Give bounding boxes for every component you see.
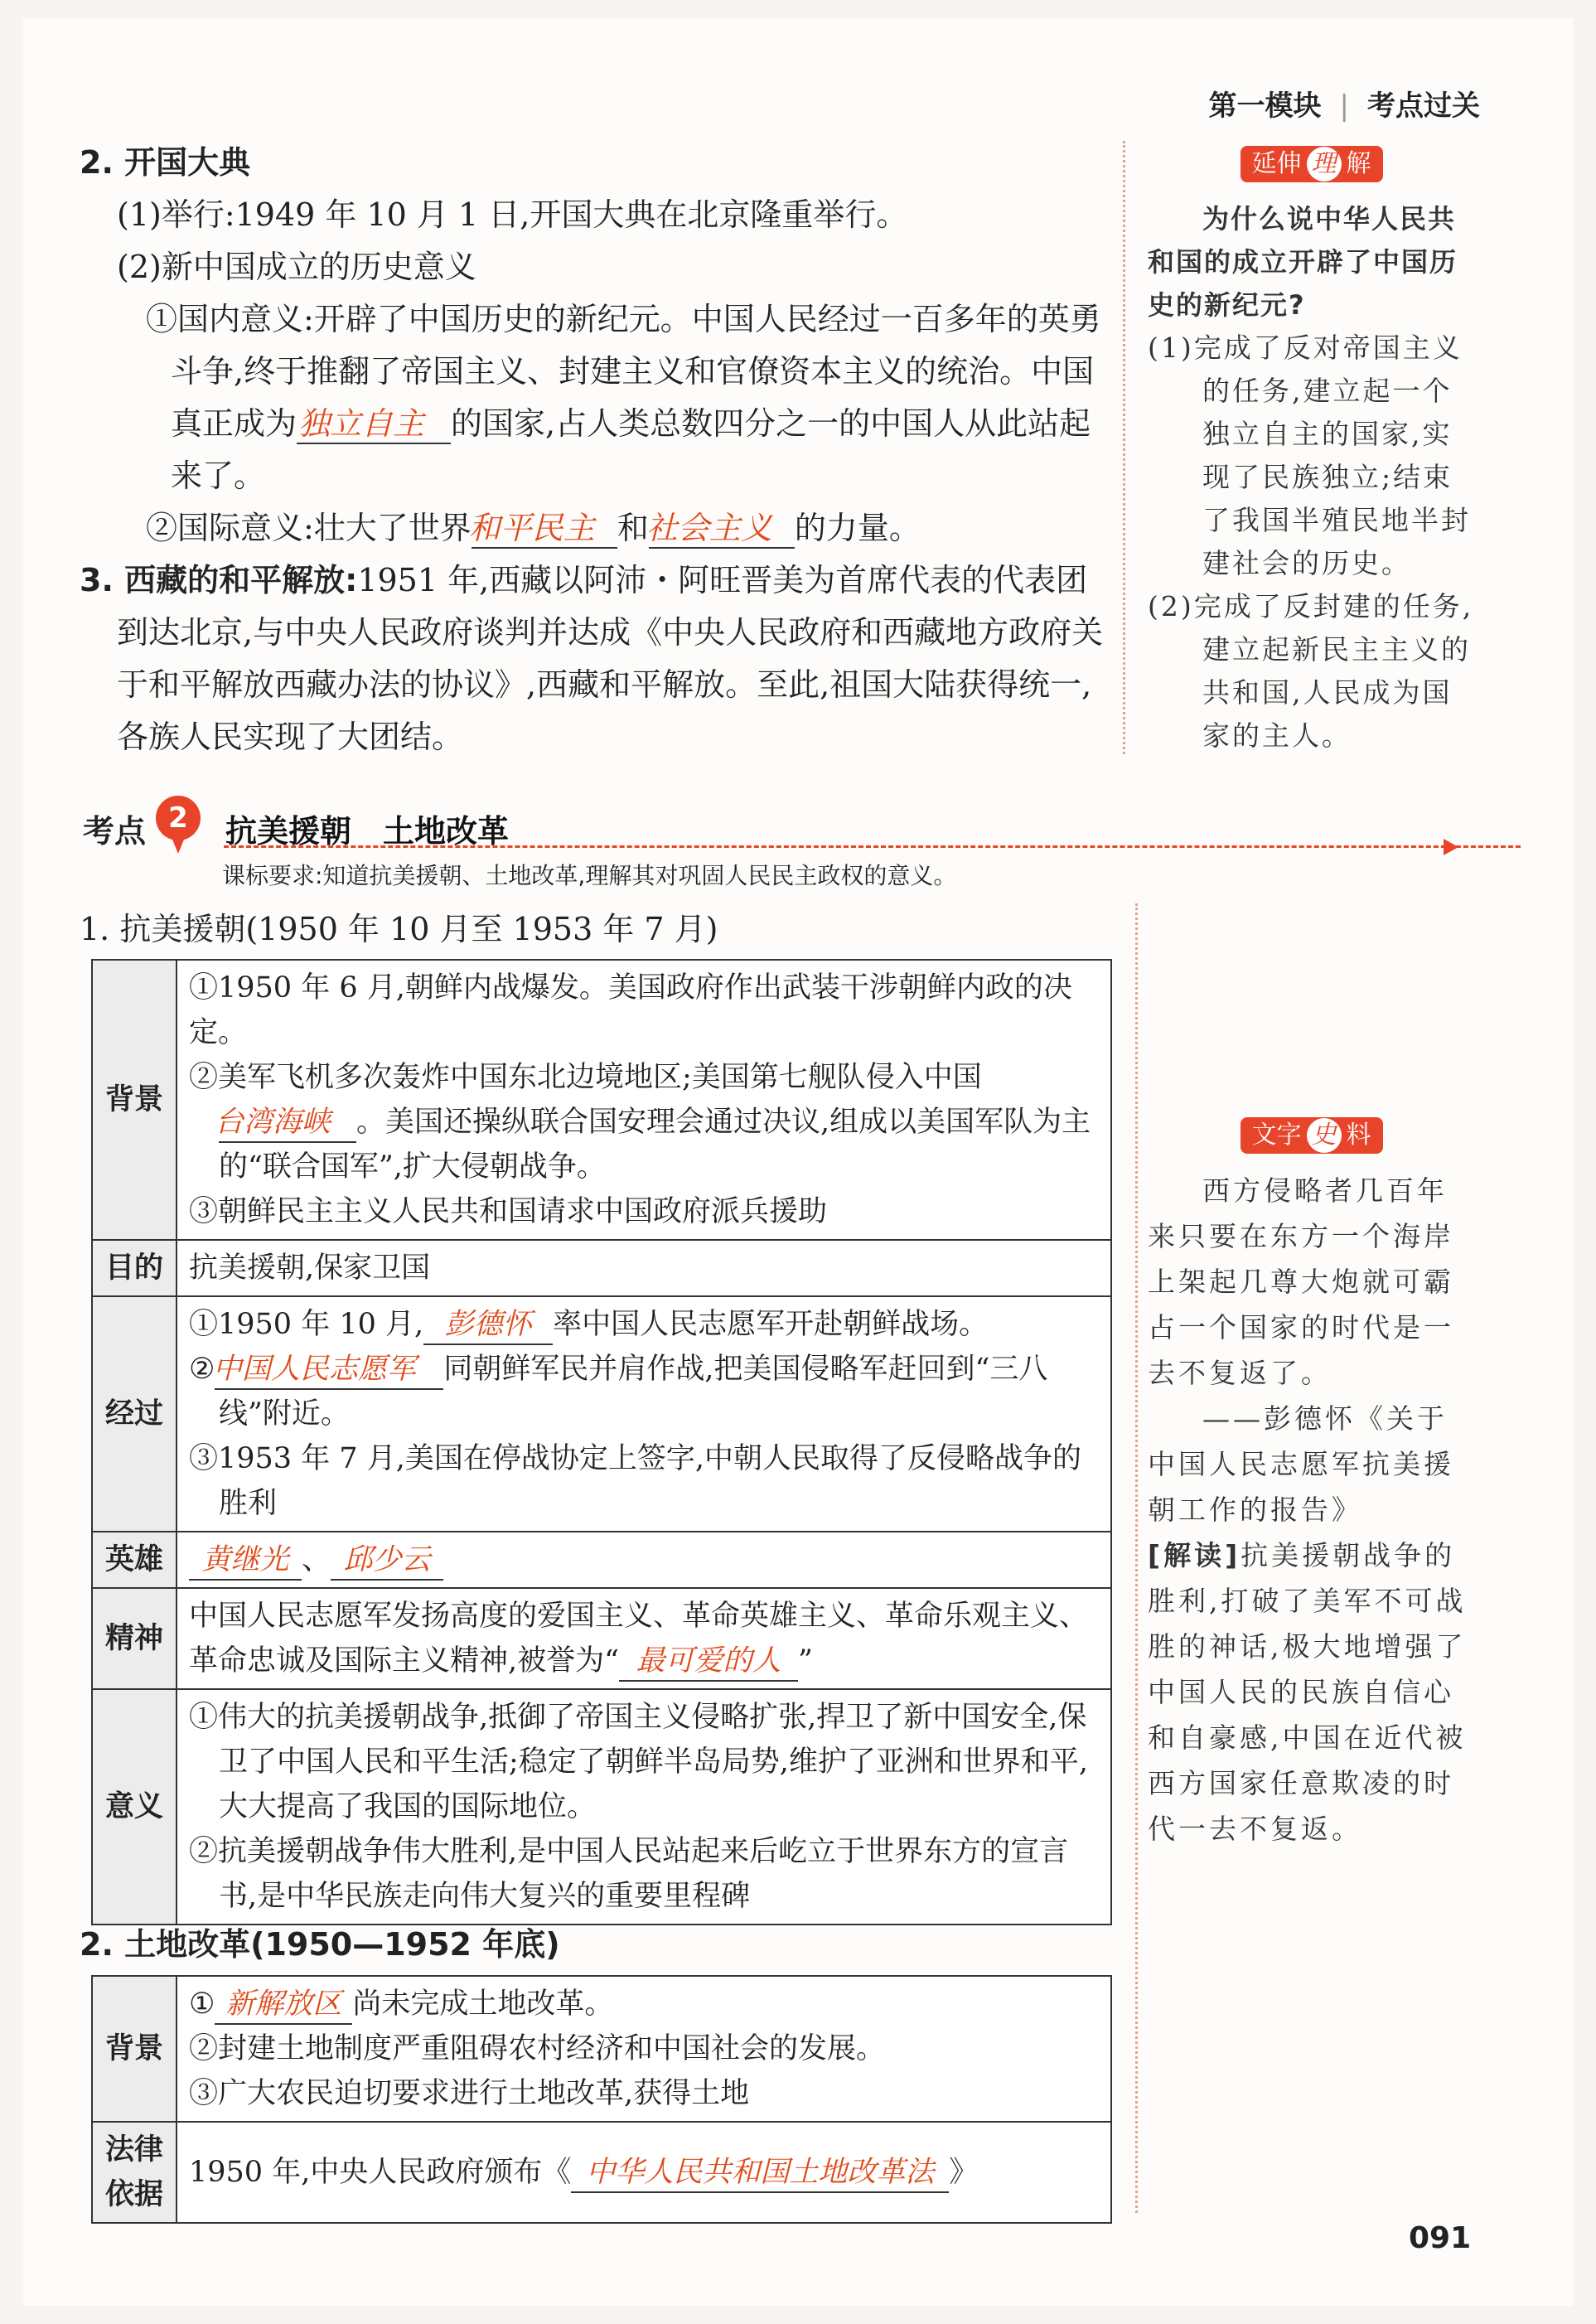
module-label: 第一模块 [1208,90,1322,123]
answer-blank: 邱少云 [331,1541,443,1581]
pin-icon [171,835,186,854]
source-citation: ——彭德怀《关于中国人民志愿军抗美援朝工作的报告》 [1148,1402,1454,1526]
item-significance: (2)新中国成立的历史意义 [117,249,476,285]
table-row [92,1296,1111,1532]
topic-header [83,796,1458,862]
side-note-extension [1148,141,1475,758]
table-cell: ①1950 年 6 月,朝鲜内战爆发。美国政府作出武装干涉朝鲜内政的决定。 ②美军飞机多次轰炸中国东北边境地区;美国第七舰队侵入中国台湾海峡 。美国还操纵联合国安理会通过决议,组成以美国军队为主的“联合国军”,扩大侵朝战争。 ③朝鲜民主主义人民共和国请求中国政府派兵援助 [177,960,1111,1240]
table-row [92,960,1111,1240]
subsection-title-land: 2. 土地改革(1950—1952 年底) [80,1926,560,1963]
table-kangmei [91,959,1112,1925]
extension-tag: 延伸 理 解 [1241,146,1383,182]
source-tag: 文字 史 料 [1241,1117,1383,1154]
subsection-title: 1. 抗美援朝(1950 年 10 月至 1953 年 7 月) [80,911,718,947]
table-row [92,2122,1111,2223]
header-divider: | [1339,90,1349,123]
table-row [92,1532,1111,1588]
answer-blank: 最可爱的人 [619,1642,798,1682]
row-header: 背景 [92,960,177,1240]
table-cell: 抗美援朝,保家卫国 [177,1240,1111,1296]
section-title: 2. 开国大典 [80,144,251,181]
answer-blank: 新解放区 [215,1985,352,2025]
section-tibet: 3. 西藏的和平解放:1951 年,西藏以阿沛・阿旺晋美为首席代表的代表团到达北京,与中央人民政府谈判并达成《中央人民政府和西藏地方政府关于和平解放西藏办法的协议》,西藏和平解放。至此,祖国大陆获得统一,各族人民实现了大团结。 [80,562,1104,755]
row-header: 目的 [92,1240,177,1296]
interpretation: [解读]抗美援朝战争的胜利,打破了美军不可战胜的神话,极大地增强了中国人民的民族自信心和自豪感,中国在近代被西方国家任意欺凌的时代一去不复返。 [1148,1539,1467,1845]
answer-blank: 中国人民志愿军 [215,1350,443,1390]
topic-title: 抗美援朝 土地改革 [225,813,510,850]
answer-blank: 和平民主 [472,509,617,549]
answer-blank: 独立自主 [297,404,451,444]
domestic-significance: ①国内意义:开辟了中国历史的新纪元。中国人民经过一百多年的英勇斗争,终于推翻了帝国主义、封建主义和官僚资本主义的统治。中国真正成为独立自主 的国家,占人类总数四分之一的中国人从此站起来了。 [146,301,1101,494]
row-header: 英雄 [92,1532,177,1588]
international-significance: ②国际意义:壮大了世界和平民主 和社会主义 的力量。 [80,502,1107,554]
row-header: 背景 [92,1976,177,2122]
page-header [1209,83,1480,123]
section-founding [80,137,1107,763]
arrow-icon [1444,839,1458,855]
side-answer-1: (1)完成了反对帝国主义的任务,建立起一个独立自主的国家,实现了民族独立;结束了我国半殖民地半封建社会的历史。 [1148,332,1471,579]
table-row [92,1588,1111,1689]
answer-blank: 彭德怀 [423,1305,553,1345]
table-cell: ① 新解放区 尚未完成土地改革。 ②封建土地制度严重阻碍农村经济和中国社会的发展。 ③广大农民迫切要求进行土地改革,获得土地 [177,1976,1111,2122]
answer-blank: 社会主义 [649,509,795,549]
row-header: 经过 [92,1296,177,1532]
section-label: 考点过关 [1367,90,1480,123]
dashed-rule [224,845,1521,848]
side-question: 为什么说中华人民共和国的成立开辟了中国历史的新纪元? [1148,203,1458,321]
table-row [92,1689,1111,1925]
table-land-reform [91,1975,1112,2224]
section-title: 3. 西藏的和平解放: [80,562,358,598]
table-row [92,1976,1111,2122]
answer-blank: 黄继光 [189,1541,302,1581]
row-header: 意义 [92,1689,177,1925]
row-header: 精神 [92,1588,177,1689]
column-divider-bottom [1135,903,1138,2213]
table-cell: ①伟大的抗美援朝战争,抵御了帝国主义侵略扩张,捍卫了新中国安全,保卫了中国人民和平生活;稳定了朝鲜半岛局势,维护了亚洲和世界和平,大大提高了我国的国际地位。 ②抗美援朝战争伟大胜利,是中国人民站起来后屹立于世界东方的宣言书,是中华民族走向伟大复兴的重要里程碑 [177,1689,1111,1925]
column-divider-top [1123,141,1125,754]
item-ceremony: (1)举行:1949 年 10 月 1 日,开国大典在北京隆重举行。 [117,196,908,233]
table-row [92,1240,1111,1296]
answer-blank: 台湾海峡 [219,1103,356,1143]
row-header: 法律 依据 [92,2122,177,2223]
topic-number-badge: 2 [156,796,201,840]
source-quote: 西方侵略者几百年来只要在东方一个海岸上架起几尊大炮就可霸占一个国家的时代是一去不复返了。 [1148,1174,1454,1389]
answer-blank: 中华人民共和国土地改革法 [571,2153,949,2193]
table-cell: 黄继光 、 邱少云 [177,1532,1111,1588]
table-cell: 中国人民志愿军发扬高度的爱国主义、革命英雄主义、革命乐观主义、革命忠诚及国际主义精神,被誉为“ 最可爱的人 ” [177,1588,1111,1689]
table-cell: 1950 年,中央人民政府颁布《 中华人民共和国土地改革法 》 [177,2122,1111,2223]
side-answer-2: (2)完成了反封建的任务,建立起新民主主义的共和国,人民成为国家的主人。 [1148,590,1474,752]
table-cell: ①1950 年 10 月, 彭德怀 率中国人民志愿军开赴朝鲜战场。 ②中国人民志愿军 同朝鲜军民并肩作战,把美国侵略军赶回到“三八线”附近。 ③1953 年 7 月,美国在停战协定上签字,中朝人民取得了反侵略战争的胜利 [177,1296,1111,1532]
side-note-historical-source [1148,1111,1475,1852]
topic-label: 考点 [83,813,147,850]
page-number: 091 [1409,2221,1472,2255]
curriculum-standard: 课标要求:知道抗美援朝、土地改革,理解其对巩固人民民主政权的意义。 [222,862,957,889]
